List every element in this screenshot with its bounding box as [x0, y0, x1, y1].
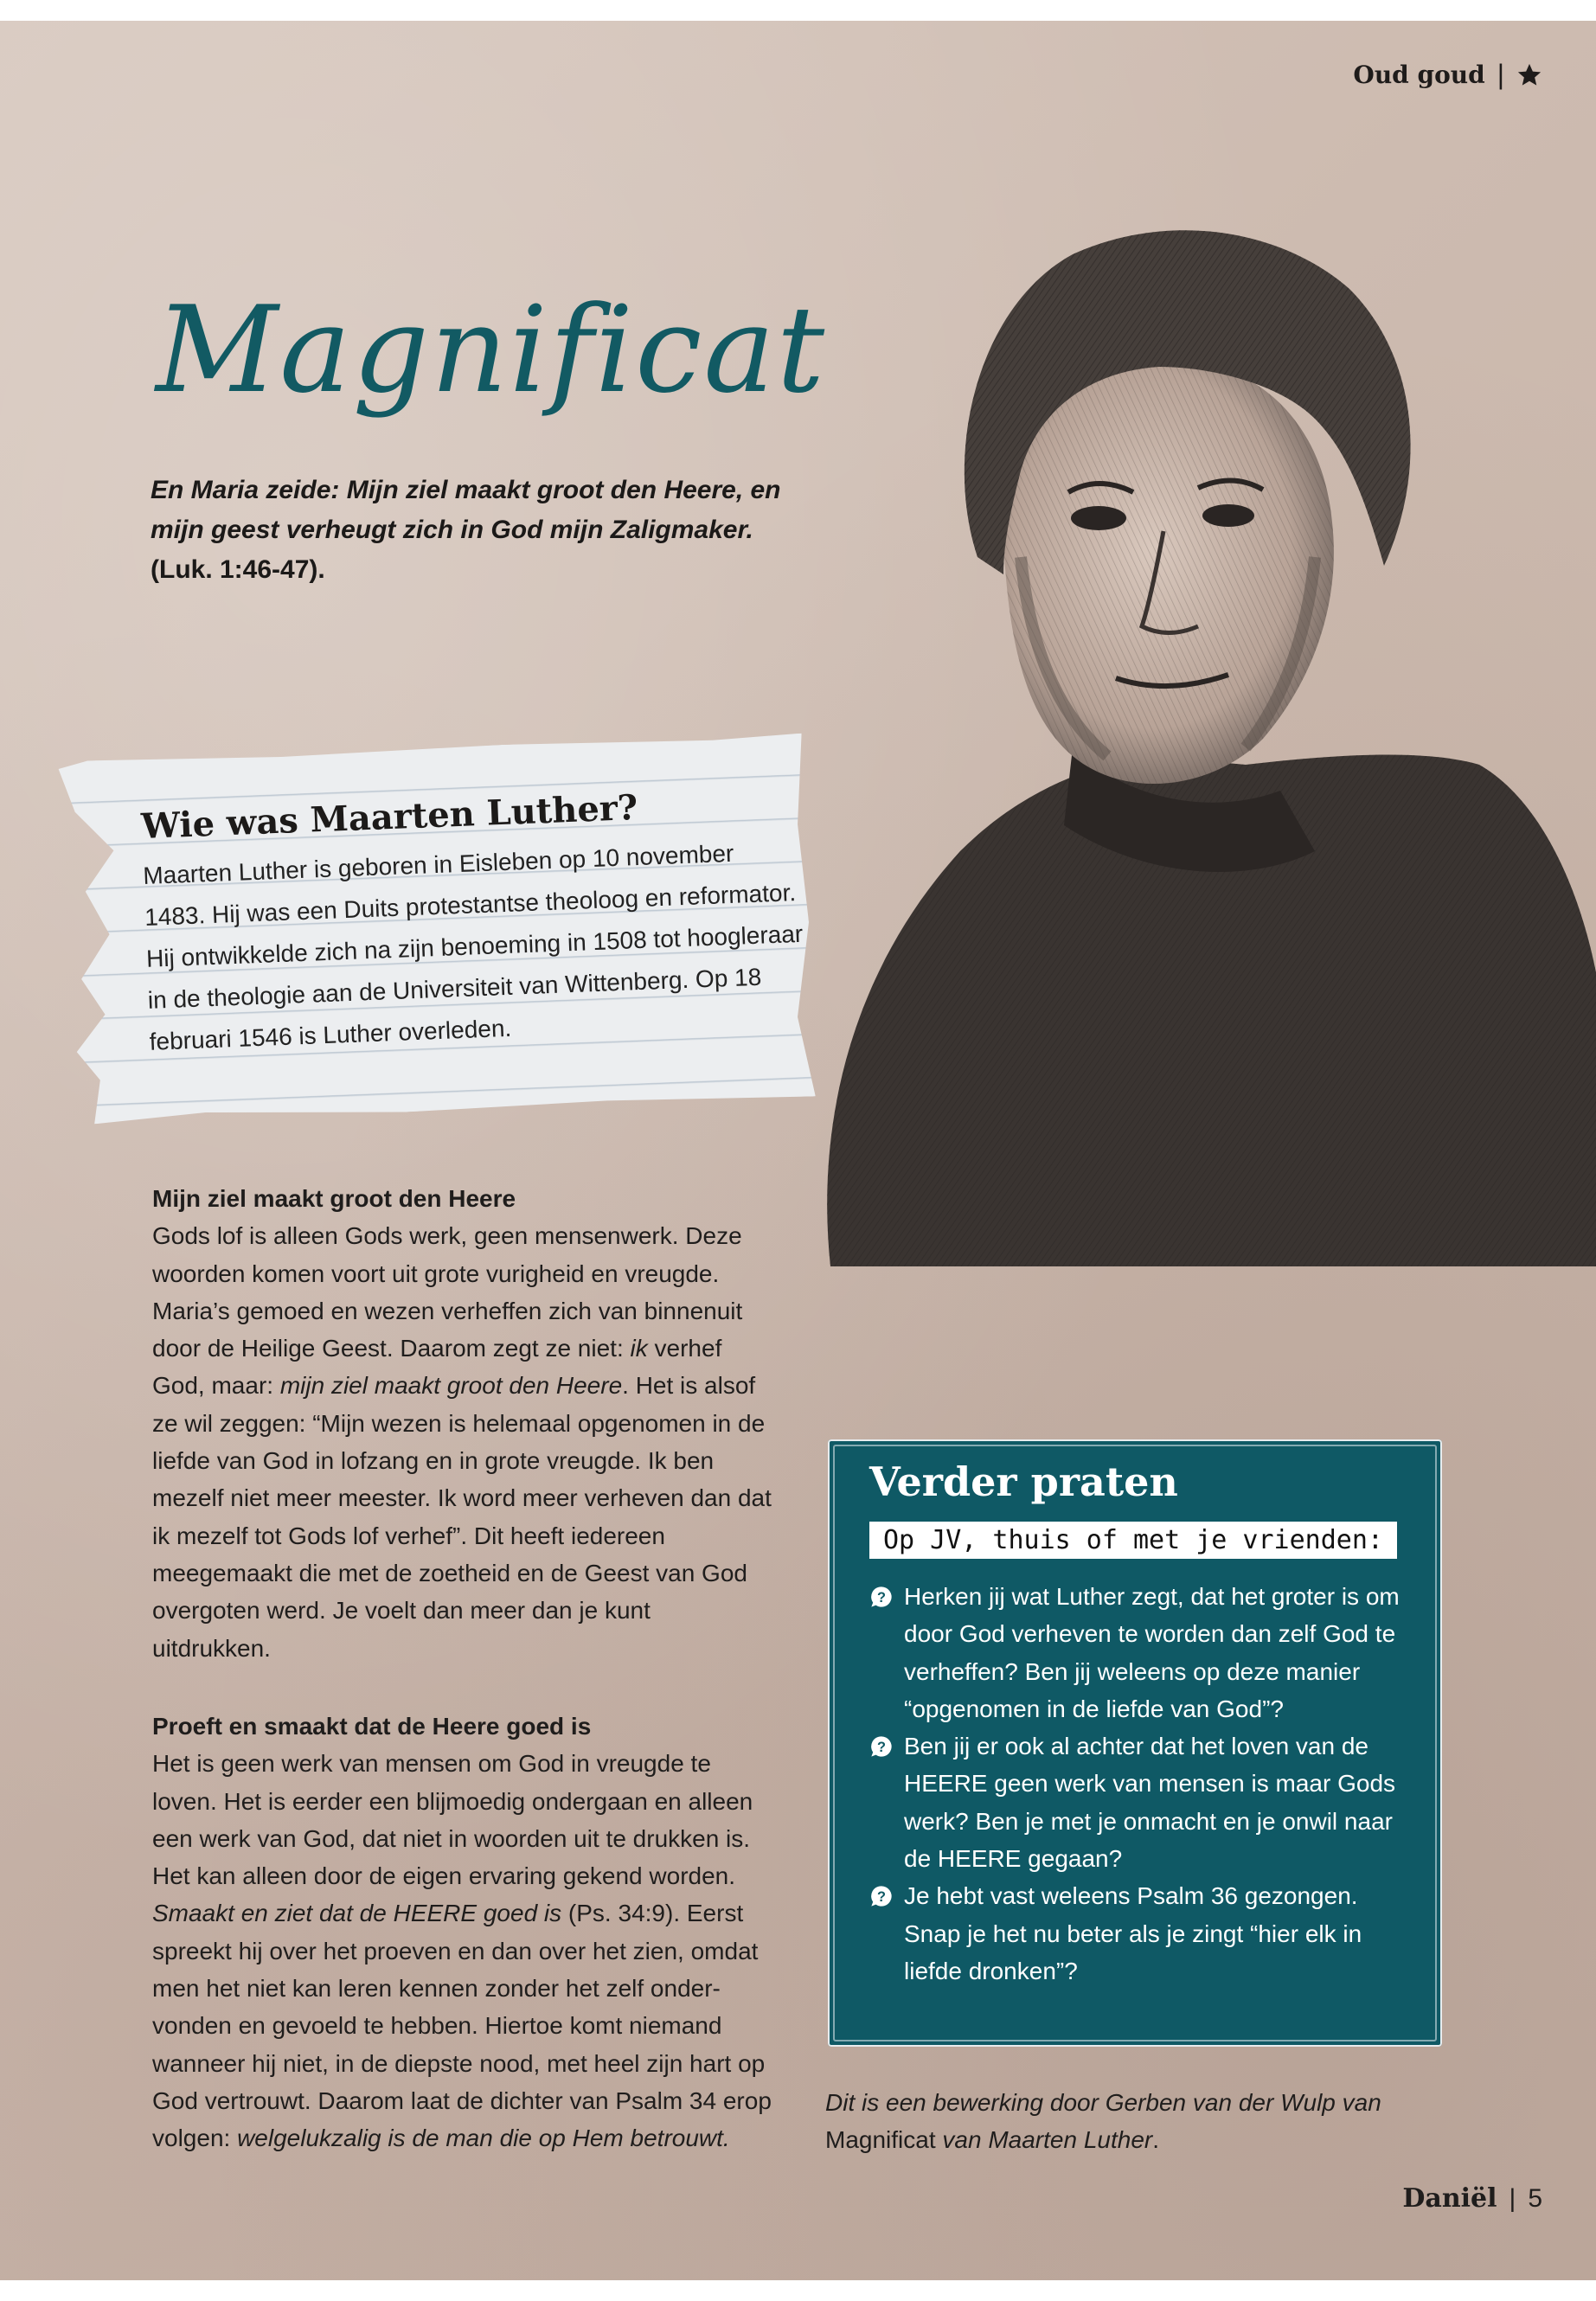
credit-line — [825, 2084, 1431, 2158]
note-text: Maarten Luther is geboren in Eisleben op 10 november 1483. Hij was een Duits protestantse theoloog en reformator. Hij ontwikkelde zich na zijn benoeming in 1508 tot hoogleraar in de theologie aan de Universiteit van Wittenberg. Op 18 februari 1546 is Luther overleden. — [142, 839, 804, 1055]
footer-separator: | — [1509, 2183, 1516, 2213]
discussion-box — [828, 1439, 1442, 2047]
question-text: Herken jij wat Luther zegt, dat het groter is om door God verheven te worden dan zelf God te verheffen? Ben jij weleens op deze manier “opgenomen in de liefde van God”? — [904, 1583, 1400, 1722]
question-bubble-icon — [869, 1585, 894, 1609]
text-run: Het is geen werk van mensen om God in vreugde te loven. Het is eerder een blijmoedig ondergaan en alleen een werk van God, dat niet in woorden uit te drukken is. Het kan alleen door de eigen ervaring gekend worden. — [152, 1750, 753, 1890]
page-number: 5 — [1528, 2183, 1542, 2213]
article-section — [152, 1180, 775, 1667]
credit-work-title: Magnificat — [825, 2126, 936, 2153]
section-label: Oud goud — [1353, 61, 1485, 89]
luther-portrait-engraving — [761, 194, 1596, 1266]
article-section — [152, 1708, 775, 2157]
biography-note — [58, 734, 815, 1125]
text-run: verhef God, maar: — [152, 1335, 722, 1400]
section-heading: Mijn ziel maakt groot den Heere — [152, 1185, 516, 1212]
question-text: Je hebt vast weleens Psalm 36 gezongen. Snap je het nu beter als je zingt “hier elk in liefde dronken”? — [904, 1882, 1362, 1984]
emphasis: welgelukzalig is de man die op Hem betrouwt. — [237, 2125, 730, 2152]
question-bubble-icon — [869, 1884, 894, 1908]
credit-text: . — [1152, 2126, 1159, 2153]
text-run: (Ps. 34:9). Eerst spreekt hij over het proeven en dan over het zien, omdat men het niet kan leren kennen zonder het zelf ondervonden en gevoeld te hebben. Hiertoe komt niemand wanneer hij niet, in de diepste nood, met heel zijn hart op God vertrouwt. Daarom laat de dichter van Psalm 34 erop volgen: — [152, 1900, 772, 2152]
emphasis: mijn ziel maakt groot den Heere — [279, 1372, 623, 1400]
page-title: Magnificat — [156, 280, 827, 420]
section-header — [1353, 59, 1542, 91]
question-bubble-icon — [869, 1734, 894, 1759]
svg-text:?: ? — [877, 1740, 886, 1756]
question-item — [869, 1727, 1406, 1877]
page — [0, 21, 1596, 2280]
quote-reference: (Luk. 1:46-47). — [151, 555, 325, 584]
note-heading: Wie was Maarten Luther? — [140, 786, 639, 848]
question-item — [869, 1877, 1406, 1990]
text-run: . Het is alsof ze wil zeggen: “Mijn wezen is helemaal opgenomen in de liefde van God in lofzang en in grote vreugde. Ik ben mezelf niet meer meester. Ik word meer verheven dan dat ik mezelf tot Gods lof verhef”. Dit heeft iedereen meegemaakt die met de zoetheid en de Geest van God overgoten werd. Je voelt dan meer dan je kunt uitdrukken. — [152, 1372, 772, 1662]
section-paragraph — [152, 1217, 775, 1667]
credit-text: Dit is een bewerking door Gerben van der Wulp van — [825, 2089, 1381, 2116]
box-subtitle: Op JV, thuis of met je vrienden: — [869, 1522, 1397, 1559]
bible-quote — [151, 471, 843, 590]
svg-text:?: ? — [877, 1889, 886, 1906]
svg-text:?: ? — [877, 1589, 886, 1606]
question-item — [869, 1578, 1406, 1727]
quote-line: En Maria zeide: Mijn ziel maakt groot den Heere, en — [151, 476, 781, 504]
star-icon — [1516, 62, 1542, 88]
question-text: Ben jij er ook al achter dat het loven van de HEERE geen werk van mensen is maar Gods werk? Ben je met je onmacht en je onwil naar de HEERE gegaan? — [904, 1733, 1396, 1873]
page-footer — [1402, 2183, 1542, 2214]
emphasis: Smaakt en ziet dat de HEERE goed is — [152, 1900, 562, 1927]
credit-text: van Maarten Luther — [935, 2126, 1153, 2153]
box-title: Verder praten — [869, 1458, 1178, 1505]
text-run: Gods lof is alleen Gods werk, geen mensenwerk. Deze woorden komen voort uit grote vurigheid en vreugde. Maria’s gemoed en wezen verheffen zich van binnenuit door de Heilige Geest. Daarom zegt ze niet: — [152, 1222, 743, 1362]
quote-line: mijn geest verheugt zich in God mijn Zaligmaker. — [151, 516, 753, 544]
emphasis: ik — [630, 1335, 648, 1362]
question-list — [869, 1578, 1406, 1990]
section-paragraph — [152, 1745, 775, 2157]
magazine-name: Daniël — [1402, 2183, 1497, 2214]
section-heading: Proeft en smaakt dat de Heere goed is — [152, 1713, 592, 1740]
header-separator: | — [1497, 59, 1504, 90]
